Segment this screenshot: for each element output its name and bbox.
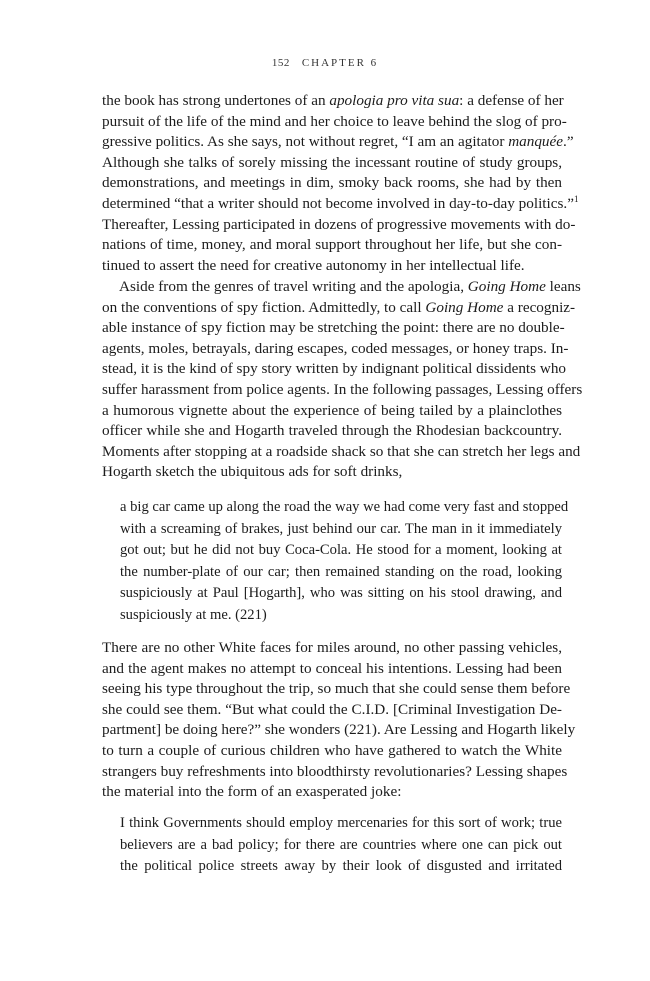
text-line: she could see them. “But what could the C.I.D. [Criminal Investigation De- <box>102 700 562 718</box>
italic-title: Going Home <box>467 278 546 295</box>
text-line: Aside from the genres of travel writing and the apologia, Going Home leans <box>119 278 581 295</box>
block-quote-1 <box>120 497 569 626</box>
quote-line: a big car came up along the road the way we had come very fast and stopped <box>120 499 569 515</box>
text-line: demonstrations, and meetings in dim, smoky back rooms, she had by then <box>102 174 562 192</box>
text-line: There are no other White faces for miles around, no other passing vehicles, <box>102 639 562 656</box>
block-quote-2 <box>120 813 562 878</box>
text-line: Although she talks of sorely missing the incessant routine of study groups, <box>102 153 562 171</box>
paragraph-1 <box>102 91 579 276</box>
quote-line: got out; but he did not buy Coca-Cola. He stood for a moment, looking at <box>120 542 562 558</box>
text-line: on the conventions of spy fiction. Admittedly, to call Going Home a recogniz- <box>102 298 576 316</box>
text-line: determined “that a writer should not become involved in day-to-day politics.”$^1$ <box>102 193 579 212</box>
text-line: suffer harassment from police agents. In the following passages, Lessing offers <box>102 380 583 398</box>
quote-line: believers are a bad policy; for there are countries where one can pick out <box>120 836 562 853</box>
quote-line: suspiciously at me. (221) <box>120 606 267 623</box>
paragraph-3 <box>102 638 576 803</box>
text-line: agents, moles, betrayals, daring escapes, coded messages, or honey traps. In- <box>102 339 569 357</box>
footnote-marker[interactable]: 1 <box>573 193 579 204</box>
text-line: the material into the form of an exasperated joke: <box>102 783 402 801</box>
text-line: a humorous vignette about the experience of being tailed by a plainclothes <box>102 401 562 419</box>
running-head <box>0 57 650 69</box>
text-line: officer while she and Hogarth traveled through the Rhodesian backcountry. <box>102 422 562 440</box>
paragraph-2 <box>102 277 583 483</box>
text-line: seeing his type throughout the trip, so much that she could sense them before <box>102 680 571 698</box>
text-line: able instance of spy fiction may be stretching the point: there are no double- <box>102 319 565 337</box>
text-line: stead, it is the kind of spy story written by indignant political dissidents who <box>102 360 567 378</box>
text-line: Moments after stopping at a roadside shack so that she can stretch her legs and <box>102 442 581 460</box>
text-line: and the agent makes no attempt to conceal his intentions. Lessing had been <box>102 659 562 677</box>
quote-line: suspiciously at Paul [Hogarth], who was sitting on his stool drawing, and <box>120 585 562 601</box>
text-line: pursuit of the life of the mind and her choice to leave behind the slog of pro- <box>102 112 567 130</box>
text-line: Hogarth sketch the ubiquitous ads for soft drinks, <box>102 463 403 481</box>
text-line: strangers buy refreshments into bloodthirsty revolutionaries? Lessing shapes <box>102 762 568 780</box>
quote-line: I think Governments should employ mercenaries for this sort of work; true <box>120 815 562 831</box>
text-line: Thereafter, Lessing participated in dozens of progressive movements with do- <box>102 215 576 233</box>
text-line: nations of time, money, and moral support throughout her life, but she con- <box>102 236 562 254</box>
italic-title: Going Home <box>425 298 504 316</box>
italic-phrase: apologia pro vita sua <box>329 92 460 109</box>
page-number: 152 <box>271 57 290 69</box>
italic-word: manquée <box>508 133 564 151</box>
quote-line: the number-plate of our car; then remained standing on the road, looking <box>120 563 562 580</box>
text-line: to turn a couple of curious children who have gathered to watch the White <box>102 741 562 759</box>
chapter-label: CHAPTER 6 <box>301 57 379 69</box>
text-line: partment] be doing here?” she wonders (221). Are Lessing and Hogarth likely <box>102 721 576 739</box>
quote-line: with a screaming of brakes, just behind our car. The man in it immediately <box>120 520 562 537</box>
text-line: gressive politics. As she says, not without regret, “I am an agitator manquée.” <box>102 133 574 151</box>
text-line: the book has strong undertones of an apologia pro vita sua: a defense of her <box>102 92 564 109</box>
quote-line: the political police streets away by their look of disgusted and irritated <box>120 858 562 874</box>
text-line: tinued to assert the need for creative autonomy in her intellectual life. <box>102 256 525 274</box>
